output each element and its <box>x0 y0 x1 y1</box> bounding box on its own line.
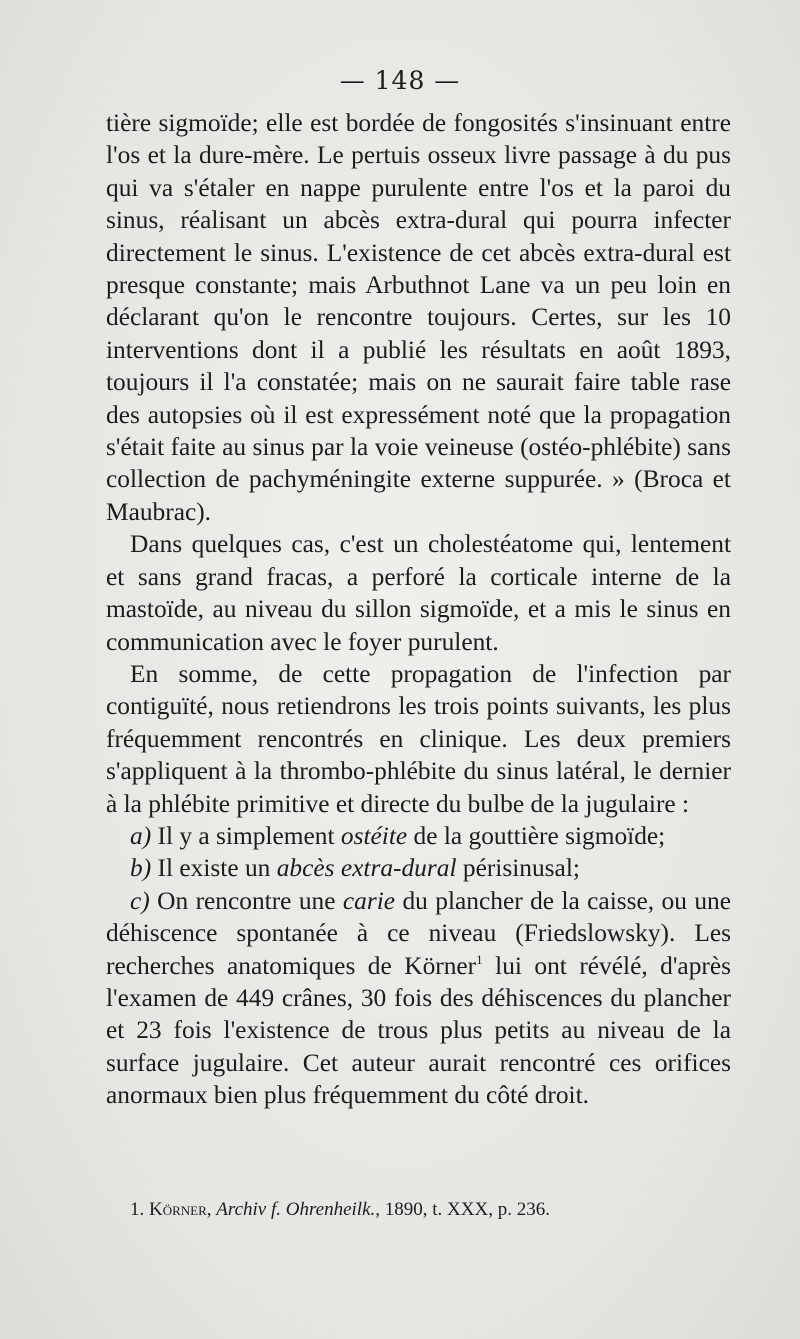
list-text: Il existe un <box>157 854 271 883</box>
list-item-c <box>106 885 731 1112</box>
list-item-b <box>106 852 731 884</box>
continuation-text: Les recherches anatomiques de Körner <box>106 919 731 980</box>
list-italic: ostéite <box>340 821 408 850</box>
list-label: a) <box>130 821 152 850</box>
list-text: Il y a simplement <box>157 821 335 850</box>
list-text: de la gouttière sigmoïde; <box>413 821 666 850</box>
paragraph-2: Dans quelques cas, c'est un cholestéatome qui, lentement et sans grand fracas, a perforé la corticale interne de la mastoïde, au niveau du sillon sigmoïde, et a mis le sinus en communication avec le foyer purulent. <box>106 530 731 656</box>
main-text <box>106 107 731 1112</box>
page-number: — 148 — <box>339 66 461 95</box>
list-text: périsinusal; <box>462 854 580 883</box>
footnote-ref: 1 <box>476 951 483 967</box>
footnote-author: Körner, <box>149 1199 212 1220</box>
continuation-text: lui ont révélé, d'après l'examen de 449 crânes, 30 fois des déhiscences du plancher et 23 fois l'existence de trous plus petits au niveau de la surface jugulaire. Cet auteur aurait rencontré ces orifices anormaux bien plus fréquemment du côté droit. <box>106 951 732 1110</box>
list-item-a <box>106 820 731 852</box>
footnote-reference: 1890, t. XXX, p. 236. <box>384 1199 550 1220</box>
list-italic: carie <box>342 886 396 915</box>
list-text: On rencontre une <box>157 886 336 915</box>
list-label: b) <box>130 854 152 883</box>
list-text: du plancher de la caisse, ou une déhiscence spontanée à ce niveau (Friedslowsky). <box>106 886 731 948</box>
list-italic: abcès extra-dural <box>276 854 457 883</box>
footnote-number: 1. <box>130 1199 145 1220</box>
footnote-journal: Archiv f. Ohrenheilk., <box>216 1199 381 1220</box>
list-label: c) <box>130 886 150 915</box>
paragraph-3: En somme, de cette propagation de l'infection par contiguïté, nous retiendrons les trois points suivants, les plus fréquemment rencontrés en clinique. Les deux premiers s'appliquent à la thrombo-phlébite du sinus latéral, le dernier à la phlébite primitive et directe du bulbe de la jugulaire : <box>106 659 731 818</box>
footnote <box>130 1199 690 1221</box>
paragraph-1: tière sigmoïde; elle est bordée de fongosités s'insinuant entre l'os et la dure-mère. Le pertuis osseux livre passage à du pus qui va s'étaler en nappe purulente entre l'os et la paroi du sinus, réalisant un abcès extra-dural qui pourra infecter directement le sinus. L'existence de cet abcès extra-dural est presque constante; mais Arbuthnot Lane va un peu loin en déclarant qu'on le rencontre toujours. Certes, sur les 10 interventions dont il a publié les résultats en août 1893, toujours il l'a constatée; mais on ne saurait faire table rase des autopsies où il est expressément noté que la propagation s'était faite au sinus par la voie veineuse (ostéo-phlébite) sans collection de pachyméningite externe suppurée. » (Broca et Maubrac). <box>106 109 731 526</box>
